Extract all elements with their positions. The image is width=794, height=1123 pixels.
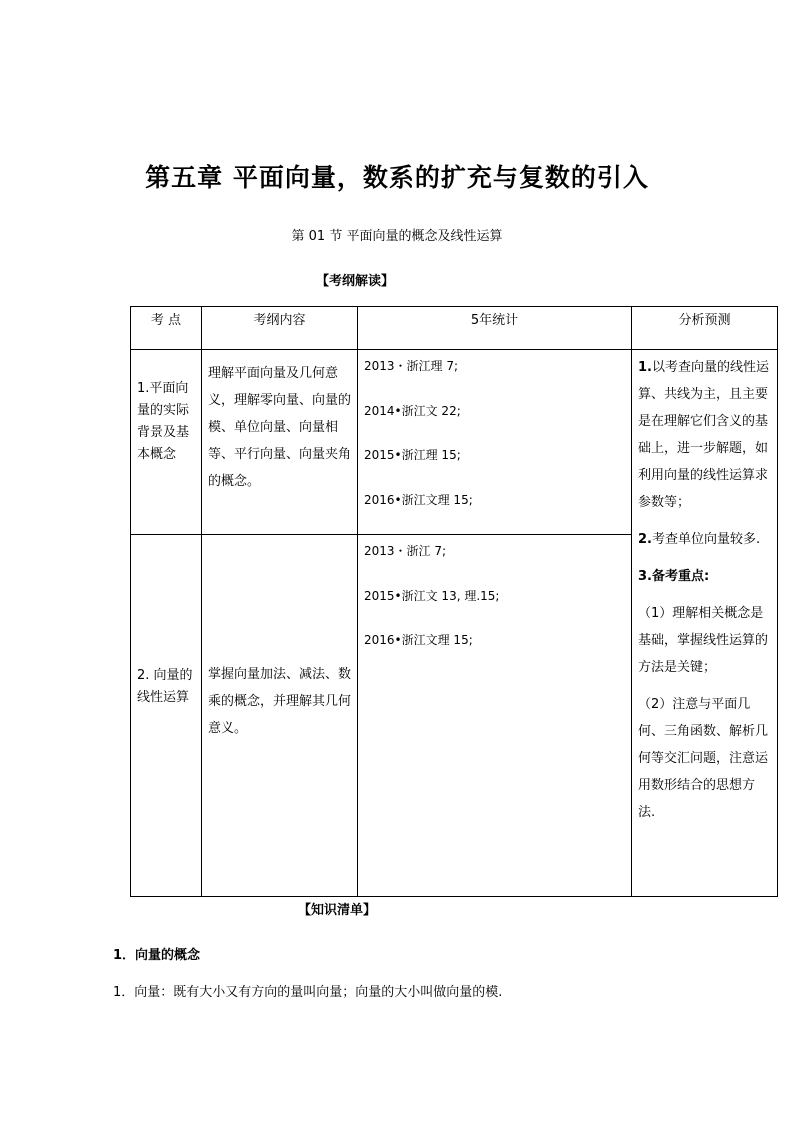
topic-cell: 2. 向量的线性运算	[131, 535, 202, 897]
stat-item: 2016•浙江文理 15;	[364, 633, 473, 647]
stat-item: 2016•浙江文理 15;	[364, 492, 473, 507]
header-topic: 考 点	[131, 307, 202, 350]
stat-item: 2013・浙江理 7;	[364, 359, 459, 373]
prediction-p3: 3.备考重点:	[638, 569, 710, 584]
header-stats: 5年统计	[358, 307, 632, 350]
topic-cell: 1.平面向量的实际背景及基本概念	[131, 350, 202, 535]
prediction-cell	[632, 350, 778, 897]
knowledge-heading: 【知识清单】	[298, 903, 377, 918]
section1-heading: 1．向量的概念	[113, 948, 201, 963]
outline-heading: 【考纲解读】	[316, 274, 395, 289]
stat-item: 2014•浙江文 22;	[364, 403, 461, 418]
prediction-p5: （2）注意与平面几何、三角函数、解析几何等交汇问题，注意运用数形结合的思想方法.	[638, 697, 769, 820]
content-cell: 掌握向量加法、减法、数乘的概念，并理解其几何意义。	[202, 535, 358, 897]
header-content: 考纲内容	[202, 307, 358, 350]
header-prediction: 分析预测	[632, 307, 778, 350]
stat-item: 2015•浙江文 13, 理.15;	[364, 588, 500, 603]
prediction-p2: 2.考查单位向量较多.	[638, 532, 761, 547]
section1-item1: 1．向量：既有大小又有方向的量叫向量；向量的大小叫做向量的模.	[113, 985, 503, 1000]
prediction-p4: （1）理解相关概念是基础，掌握线性运算的方法是关键；	[638, 606, 769, 675]
chapter-title: 第五章 平面向量，数系的扩充与复数的引入	[145, 163, 649, 192]
table-row	[131, 350, 778, 535]
section-title: 第 01 节 平面向量的概念及线性运算	[291, 229, 503, 244]
outline-table	[130, 306, 778, 897]
stats-cell	[358, 350, 632, 535]
content-cell: 理解平面向量及几何意义，理解零向量、向量的模、单位向量、向量相等、平行向量、向量夹角的概念。	[202, 350, 358, 535]
prediction-p1: 1.以考查向量的线性运算、共线为主，且主要是在理解它们含义的基础上，进一步解题，如利用向量的线性运算求参数等；	[638, 360, 769, 510]
stat-item: 2013・浙江 7;	[364, 544, 447, 558]
table-header-row	[131, 307, 778, 350]
stat-item: 2015•浙江理 15;	[364, 448, 461, 462]
stats-cell	[358, 535, 632, 897]
